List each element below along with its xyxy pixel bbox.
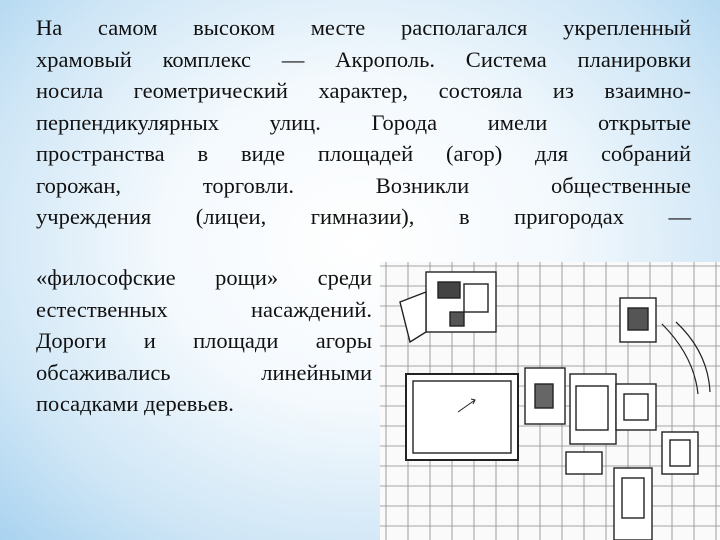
- paragraph-line: обсаживались линейными: [36, 359, 372, 385]
- main-paragraph: [36, 12, 691, 233]
- city-plan-drawing: [380, 262, 720, 540]
- paragraph-line: Дороги и площади агоры: [36, 328, 372, 353]
- side-paragraph: [36, 262, 372, 420]
- paragraph-line: посадками деревьев.: [36, 391, 234, 416]
- paragraph-line: На самом высоком месте располагался укрепленный: [36, 15, 691, 40]
- city-plan-figure: [380, 262, 720, 540]
- paragraph-line: естественных насаждений.: [36, 296, 372, 322]
- paragraph-line: учреждения (лицеи, гимназии), в пригородах —: [36, 204, 691, 229]
- paragraph-line: горожан, торговли. Возникли общественные: [36, 172, 691, 198]
- paragraph-line: перпендикулярных улиц. Города имели открытые: [36, 109, 691, 135]
- paragraph-line: «философские рощи» среди: [36, 265, 372, 290]
- paragraph-line: носила геометрический характер, состояла из взаимно-: [36, 78, 691, 103]
- paragraph-line: пространства в виде площадей (агор) для собраний: [36, 141, 691, 166]
- paragraph-line: храмовый комплекс — Акрополь. Система планировки: [36, 46, 691, 72]
